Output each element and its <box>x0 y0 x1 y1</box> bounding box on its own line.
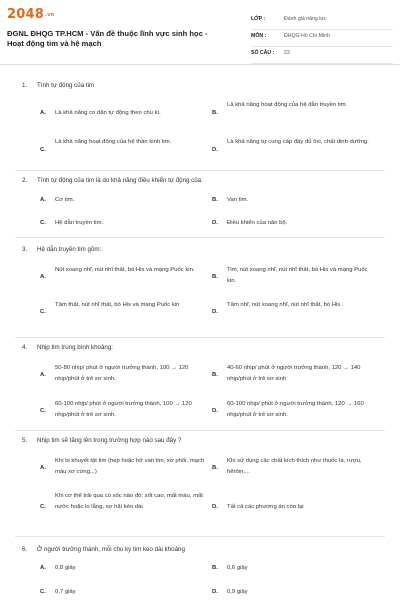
option-text: Khi cơ thể trải qua cú sốc nào đó: sốt cao, mất máu, mất nước hoặc lo lắng, sợ hãi kéo dài <box>55 493 203 510</box>
option-text: Tất cả các phương án còn lại <box>227 504 304 510</box>
meta-value: ĐHQG Hồ Chí Minh <box>284 33 330 39</box>
option-letter: D. <box>212 589 218 595</box>
meta-label: LỚP : <box>251 16 266 22</box>
meta-row-mon <box>251 30 393 47</box>
question-text <box>22 344 113 351</box>
option-letter: B. <box>212 197 218 203</box>
question-stem: Tính tự động của tim <box>37 82 95 89</box>
option-letter: D. <box>212 504 218 510</box>
site-logo[interactable] <box>7 7 54 22</box>
option-letter: B. <box>212 372 218 378</box>
question-number: 2. <box>22 177 28 184</box>
option-letter: D. <box>212 147 218 153</box>
logo-suffix: .vn <box>44 11 55 18</box>
option-text: Là khả năng hoạt động của hệ dẫn truyền tim. <box>227 102 348 108</box>
question-stem: Tính tự động của tim là do khả năng điều khiển tự động của: <box>37 177 203 184</box>
option-letter: B. <box>212 565 218 571</box>
option-letter: A. <box>40 110 46 116</box>
option-letter: C. <box>40 220 46 226</box>
divider <box>15 170 385 171</box>
option-text: Hệ dẫn truyền tim. <box>55 220 104 226</box>
divider <box>15 430 385 431</box>
question-number: 6. <box>22 546 28 553</box>
question-text <box>22 437 181 444</box>
option-letter: B. <box>212 465 218 471</box>
option-letter: C. <box>40 504 46 510</box>
option-text: Là khả năng co dãn tự động theo chu kì. <box>55 110 161 116</box>
option-text: Cơ tim. <box>55 197 75 203</box>
option-letter: A. <box>40 565 46 571</box>
option-text: 60-100 nhịp/ phút ở người trưởng thành, 100 → 120 nhịp/phút ở trẻ sơ sinh. <box>55 401 192 418</box>
question-text <box>22 82 94 89</box>
meta-label: SỐ CÂU : <box>251 50 275 56</box>
option-text: Tâm nhĩ, nút xoang nhĩ, nút nhĩ thất, bó His . <box>227 302 344 308</box>
meta-label: MÔN : <box>251 33 267 39</box>
option-text: 0,7 giây <box>55 589 76 595</box>
option-text: 40-60 nhịp/ phút ở người trưởng thành, 120 → 140 nhịp/phút ở trẻ sơ sinh <box>227 365 361 382</box>
option-letter: C. <box>40 309 46 315</box>
question-stem: Nhịp tim trung bình khoảng: <box>37 344 114 351</box>
option-text: Là khả năng tự cung cấp đầy đủ ôxi, chất dinh dưỡng. <box>227 139 369 145</box>
document-title: ĐGNL ĐHQG TP.HCM - Vấn đề thuộc lĩnh vực sinh học - Hoạt động tim và hệ mạch <box>7 29 208 48</box>
option-text: Van tim. <box>227 197 249 203</box>
question-stem: Ở người trưởng thành, mỗi chu kỳ tim kéo dài khoảng <box>37 546 185 553</box>
option-text: Tâm thất, nút nhĩ thất, bó His và mạng Puốc kin <box>55 302 180 308</box>
option-text: Nút xoang nhĩ, nút nhĩ thất, bó His và mạng Puốc kin. <box>55 267 195 273</box>
question-number: 4. <box>22 344 28 351</box>
option-text: Khi sử dụng các chất kích thích như thuốc lá, rượu, hêrôin,... <box>227 458 362 475</box>
option-text: 50-80 nhịp/ phút ở người trưởng thành, 100 → 120 nhịp/phút ở trẻ sơ sinh. <box>55 365 189 382</box>
divider <box>15 536 385 537</box>
option-text: Điều khiển của não bộ. <box>227 220 288 226</box>
question-number: 1. <box>22 82 28 89</box>
option-text: 0,8 giây <box>55 565 76 571</box>
question-text <box>22 246 101 253</box>
question-text <box>22 177 203 184</box>
question-number: 3. <box>22 246 28 253</box>
option-text: 0,6 giây <box>227 565 248 571</box>
option-letter: B. <box>212 110 218 116</box>
meta-row-lop <box>251 13 393 30</box>
divider <box>15 237 385 238</box>
page-header <box>0 0 400 65</box>
option-letter: C. <box>40 147 46 153</box>
option-letter: D. <box>212 220 218 226</box>
option-text: 0,9 giây <box>227 589 248 595</box>
option-letter: D. <box>212 309 218 315</box>
question-number: 5. <box>22 437 28 444</box>
question-stem: Hệ dẫn truyền tim gồm: <box>37 246 102 253</box>
option-letter: A. <box>40 372 46 378</box>
divider <box>15 337 385 338</box>
option-text: 60-100 nhịp/ phút ở người trưởng thành, 120 → 160 nhịp/phút ở trẻ sơ sinh. <box>227 401 364 418</box>
meta-value: Đánh giá năng lực <box>284 16 327 22</box>
option-letter: C. <box>40 408 46 414</box>
option-text: Tim, nút xoang nhĩ, nút nhĩ thất, bó His và mạng Puốc kin. <box>227 267 368 284</box>
option-letter: A. <box>40 197 46 203</box>
option-letter: A. <box>40 274 46 280</box>
question-text <box>22 546 185 553</box>
meta-value: 23 <box>284 50 290 56</box>
option-letter: A. <box>40 465 46 471</box>
option-letter: B. <box>212 274 218 280</box>
option-text: Là khả năng hoạt động của hệ thần kinh tim. <box>55 139 172 145</box>
option-letter: C. <box>40 589 46 595</box>
option-letter: D. <box>212 408 218 414</box>
meta-row-socau <box>251 47 393 64</box>
question-stem: Nhịp tim sẽ tăng lên trong trường hợp nào sau đây ? <box>37 437 182 444</box>
option-text: Khi bị khuyết tật tim (hẹp hoặc hở van tim, xơ phổi, mạch máu xơ cứng...) <box>55 458 205 475</box>
logo-text: 2048 <box>7 7 44 22</box>
document-meta <box>251 13 393 64</box>
